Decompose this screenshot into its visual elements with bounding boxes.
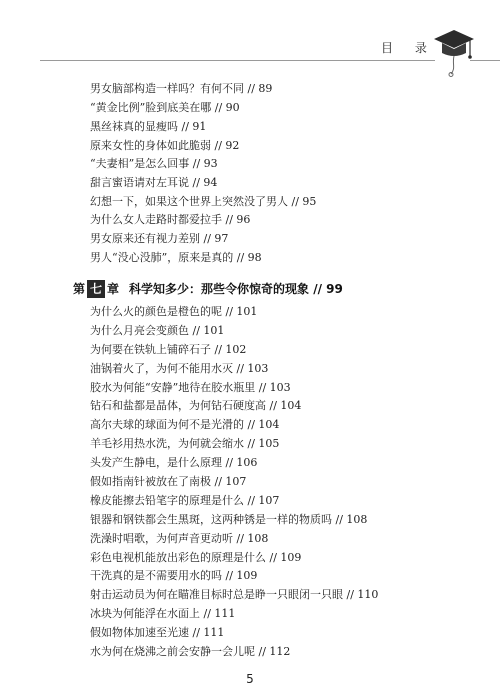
toc-entry[interactable]: 假如物体加速至光速 // 111 <box>90 626 225 639</box>
toc-entry[interactable]: 男女原来还有视力差别 // 97 <box>90 232 229 245</box>
toc-entry[interactable]: 男人“没心没肺”，原来是真的 // 98 <box>90 251 262 264</box>
toc-entry[interactable]: 射击运动员为何在瞄准目标时总是睁一只眼闭一只眼 // 110 <box>90 588 379 601</box>
toc-entry[interactable]: 幻想一下，如果这个世界上突然没了男人 // 95 <box>90 195 317 208</box>
chapter-prefix: 第 <box>73 282 86 296</box>
chapter-title: 科学知多少：那些令你惊奇的现象 // 99 <box>129 282 343 296</box>
toc-entry[interactable]: 原来女性的身体如此脆弱 // 92 <box>90 139 240 152</box>
toc-entry[interactable]: 油锅着火了，为何不能用水灭 // 103 <box>90 362 269 375</box>
toc-entry[interactable]: 冰块为何能浮在水面上 // 111 <box>90 607 236 620</box>
toc-entry[interactable]: “夫妻相”是怎么回事 // 93 <box>90 157 218 170</box>
toc-entry[interactable]: 为何要在铁轨上铺碎石子 // 102 <box>90 343 247 356</box>
toc-entry[interactable]: 为什么女人走路时都爱拉手 // 96 <box>90 213 251 226</box>
header-title: 目 录 <box>381 41 436 55</box>
toc-entry[interactable]: 为什么月亮会变颜色 // 101 <box>90 324 225 337</box>
chapter-number: 七 <box>87 280 105 298</box>
toc-entry[interactable]: 干洗真的是不需要用水的吗 // 109 <box>90 569 258 582</box>
toc-entry[interactable]: 银器和钢铁都会生黑斑，这两种锈是一样的物质吗 // 108 <box>90 513 368 526</box>
toc-entry[interactable]: 钻石和盐都是晶体，为何钻石硬度高 // 104 <box>90 399 302 412</box>
header-rule <box>40 60 435 61</box>
toc-entry[interactable]: 彩色电视机能放出彩色的原理是什么 // 109 <box>90 551 302 564</box>
page-number: 5 <box>246 672 254 686</box>
toc-entry[interactable]: 黑丝袜真的显瘦吗 // 91 <box>90 120 207 133</box>
toc-entry[interactable]: 高尔夫球的球面为何不是光滑的 // 104 <box>90 418 280 431</box>
toc-entry[interactable]: 羊毛衫用热水洗，为何就会缩水 // 105 <box>90 437 280 450</box>
chapter-heading[interactable] <box>73 280 343 298</box>
chapter-suffix: 章 <box>107 282 120 296</box>
toc-entry[interactable]: 橡皮能擦去铅笔字的原理是什么 // 107 <box>90 494 280 507</box>
toc-entry[interactable]: 为什么火的颜色是橙色的呢 // 101 <box>90 305 258 318</box>
graduation-cap-icon <box>432 26 476 78</box>
toc-entry[interactable]: 甜言蜜语请对左耳说 // 94 <box>90 176 218 189</box>
toc-entry[interactable]: 洗澡时唱歌，为何声音更动听 // 108 <box>90 532 269 545</box>
toc-entry[interactable]: 头发产生静电，是什么原理 // 106 <box>90 456 258 469</box>
toc-entry[interactable]: 胶水为何能“安静”地待在胶水瓶里 // 103 <box>90 381 291 394</box>
toc-entry[interactable]: 水为何在烧沸之前会安静一会儿呢 // 112 <box>90 645 291 658</box>
toc-entry[interactable]: 男女脑部构造一样吗？有何不同 // 89 <box>90 82 273 95</box>
page-header <box>0 0 500 80</box>
toc-entry[interactable]: “黄金比例”脸到底美在哪 // 90 <box>90 101 240 114</box>
toc-entry[interactable]: 假如指南针被放在了南极 // 107 <box>90 475 247 488</box>
